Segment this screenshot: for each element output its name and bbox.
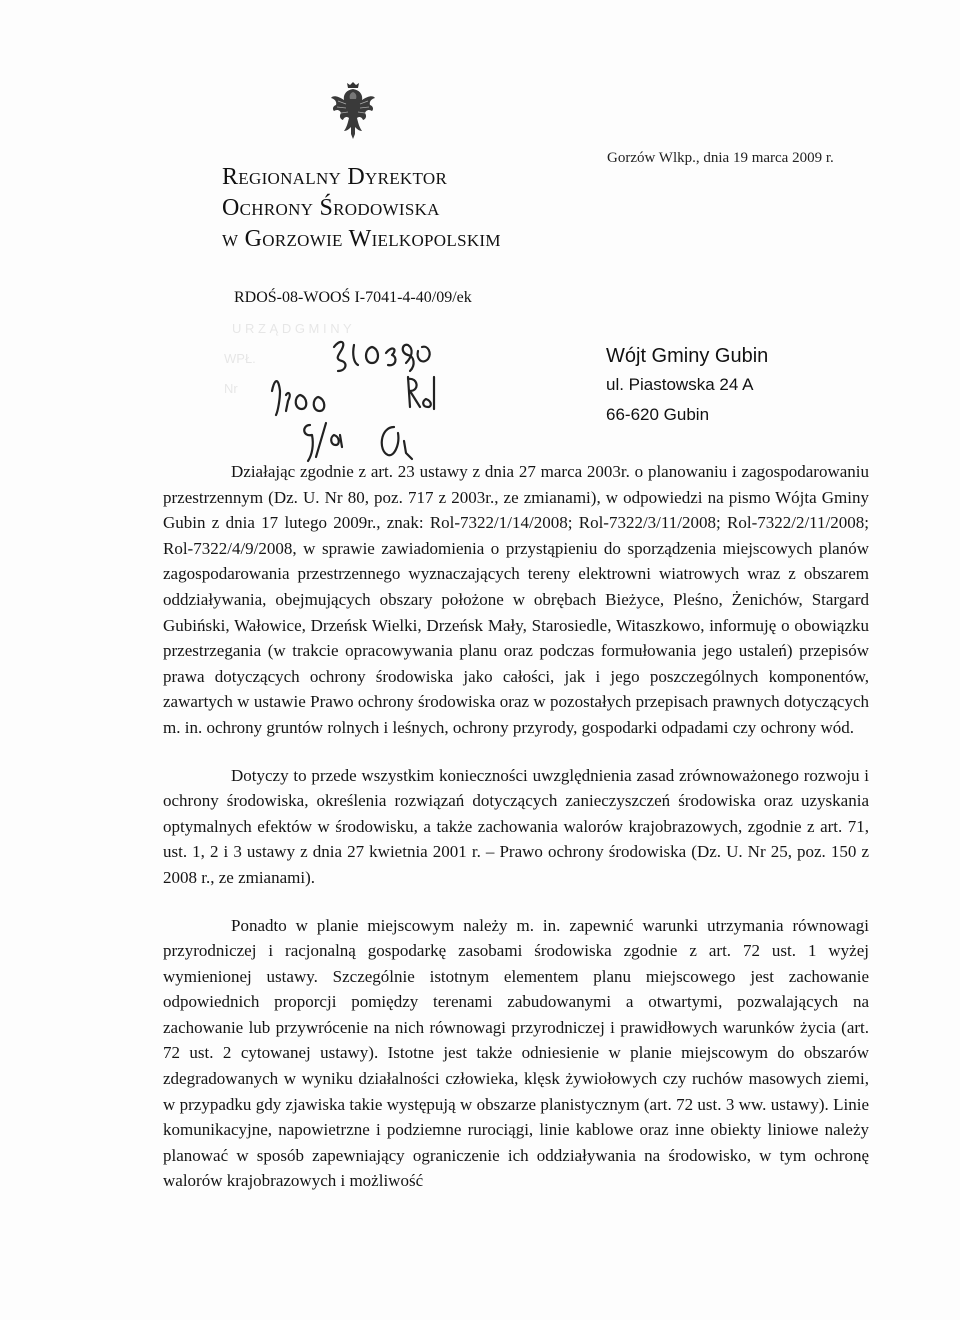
paragraph-1: Działając zgodnie z art. 23 ustawy z dnia 27 marca 2003r. o planowaniu i zagospodarowaniu przestrzennym (Dz. U. Nr 80, poz. 717 z 2003r., ze zmianami), w odpowiedzi na pismo Wójta Gminy Gubin z dnia 17 lutego 2009r., znak: Rol-7322/1/14/2008; Rol-7322/3/11/2008; Rol-7322/2/11/2008; Rol-7322/4/9/2008, w sprawie zawiadomienia o przystąpieniu do sporządzenia miejscowych planów zagospodarowania przestrzennego wyznaczających tereny elektrowni wiatrowych wraz z obszarem oddziaływania, obejmujących obszary położone w obrębach Bieżyce, Pleśno, Żenichów, Stargard Gubiński, Wałowice, Drzeńsk Wielki, Drzeńsk Mały, Starosiedle, Witaszkowo, informuję o obowiązku przestrzegania (w trakcie opracowywania planu oraz podczas formułowania jego ustaleń) przepisów prawa dotyczących ochrony środowiska jako całości, jak i jego poszczególnych komponentów, zawartych w ustawie Prawo ochrony środowiska oraz w pozostałych przepisach prawnych dotyczących m. in. ochrony gruntów rolnych i leśnych, ochrony przyrody, gospodarki odpadami czy ochrony wód. [163, 462, 869, 737]
recipient-city: 66-620 Gubin [606, 405, 710, 424]
paragraph-3: Ponadto w planie miejscowym należy m. in. zapewnić warunki utrzymania równowagi przyrodniczej i racjonalną gospodarkę zasobami środowiska zgodnie z art. 72 ust. 1 wyżej wymienionej ustawy. Szczególnie istotnym elementem planu miejscowego jest zachowanie odpowiednich proporcji pomiędzy terenami zabudowanymi a otwartymi, pozwalających na zachowanie lub przywrócenie na nich równowagi przyrodniczej i prawidłowych warunków życia (art. 72 ust. 2 cytowanej ustawy). Istotne jest także odniesienie w planie miejscowym do obszarów zdegradowanych w wyniku działalności człowieka, klęsk żywiołowych czy ruchów masowych ziemi, w przypadku gdy zjawiska takie występują w obszarze planistycznym (art. 72 ust. 3 ww. ustawy). Linie komunikacyjne, napowietrzne i podziemne rurociągi, linie kablowe oraz inne obiekty liniowe należy planować w sposób zapewniający ograniczenie ich oddziaływania na środowisko, w tym ochronę walorów krajobrazowych i możliwość [163, 915, 869, 1191]
registry-stamp [222, 315, 472, 465]
place-and-date: Gorzów Wlkp., dnia 19 marca 2009 r. [607, 150, 834, 166]
authority-line-2: Ochrony Środowiska [222, 195, 440, 221]
recipient-name: Wójt Gminy Gubin [606, 345, 769, 367]
reference-number: RDOŚ-08-WOOŚ I-7041-4-40/09/ek [234, 289, 472, 306]
recipient-address [606, 342, 768, 430]
authority-line-3: w Gorzowie Wielkopolskim [222, 226, 501, 252]
svg-text:WPŁ.: WPŁ. [224, 351, 256, 366]
svg-text:U R Z Ą D G M I N Y: U R Z Ą D G M I N Y [232, 321, 352, 336]
eagle-emblem-icon [330, 82, 376, 140]
letter-body [163, 459, 869, 1194]
issuing-authority [222, 162, 501, 255]
authority-line-1: Regionalny Dyrektor [222, 164, 448, 190]
svg-text:Nr: Nr [224, 381, 238, 396]
paragraph-2: Dotyczy to przede wszystkim konieczności uwzględnienia zasad zrównoważonego rozwoju i ochrony środowiska, określenia rozwiązań dotyczących zanieczyszczeń środowiska oraz uzyskania optymalnych efektów w środowisku, a także zachowania walorów krajobrazowych, zgodnie z art. 71, ust. 1, 2 i 3 ustawy z dnia 27 kwietnia 2001 r. – Prawo ochrony środowiska (Dz. U. Nr 25, poz. 150 z 2008 r., ze zmianami). [163, 765, 869, 887]
recipient-street: ul. Piastowska 24 A [606, 375, 754, 394]
